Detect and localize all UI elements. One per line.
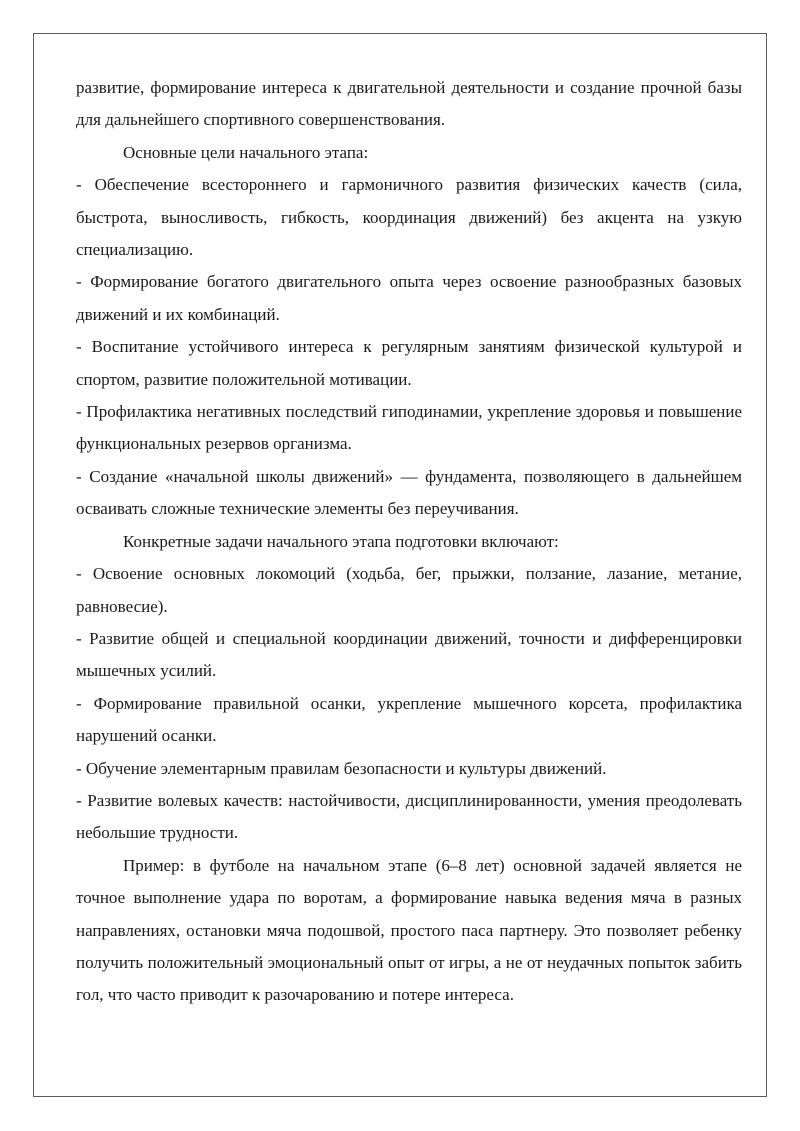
list-item: - Обеспечение всестороннего и гармоничного развития физических качеств (сила, быстрота, выносливость, гибкость, координация движений) без акцента на узкую специализацию.: [76, 175, 742, 260]
list-item: - Освоение основных локомоций (ходьба, бег, прыжки, ползание, лазание, метание, равновесие).: [76, 564, 742, 616]
list-item: - Создание «начальной школы движений» — фундамента, позволяющего в дальнейшем осваивать сложные технические элементы без переучивания.: [76, 466, 742, 519]
tasks-heading: Конкретные задачи начального этапа подготовки включают:: [123, 531, 559, 551]
list-item: - Воспитание устойчивого интереса к регулярным занятиям физической культурой и спортом, развитие положительной мотивации.: [76, 337, 742, 389]
goals-heading: Основные цели начального этапа:: [123, 142, 369, 162]
list-item: - Формирование правильной осанки, укрепление мышечного корсета, профилактика нарушений осанки.: [76, 693, 742, 746]
intro-paragraph: развитие, формирование интереса к двигательной деятельности и создание прочной базы для дальнейшего спортивного совершенствования.: [76, 78, 742, 130]
tasks-list: [76, 558, 742, 850]
list-item: - Развитие волевых качеств: настойчивости, дисциплинированности, умения преодолевать небольшие трудности.: [76, 790, 742, 843]
example-paragraph: Пример: в футболе на начальном этапе (6–8 лет) основной задачей является не точное выполнение удара по воротам, а формирование навыка ведения мяча в разных направлениях, остановки мяча подошвой, простого паса партнеру. Это позволяет ребенку получить положительный эмоциональный опыт от игры, а не от неудачных попыток забить гол, что часто приводит к разочарованию и потере интереса.: [76, 855, 742, 1005]
goals-list: [76, 169, 742, 525]
list-item: - Обучение элементарным правилам безопасности и культуры движений.: [76, 758, 607, 778]
list-item: - Профилактика негативных последствий гиподинамии, укрепление здоровья и повышение функциональных резервов организма.: [76, 402, 742, 454]
list-item: - Развитие общей и специальной координации движений, точности и дифференцировки мышечных усилий.: [76, 628, 742, 681]
list-item: - Формирование богатого двигательного опыта через освоение разнообразных базовых движений и их комбинаций.: [76, 272, 742, 324]
document-body: [76, 72, 742, 1012]
